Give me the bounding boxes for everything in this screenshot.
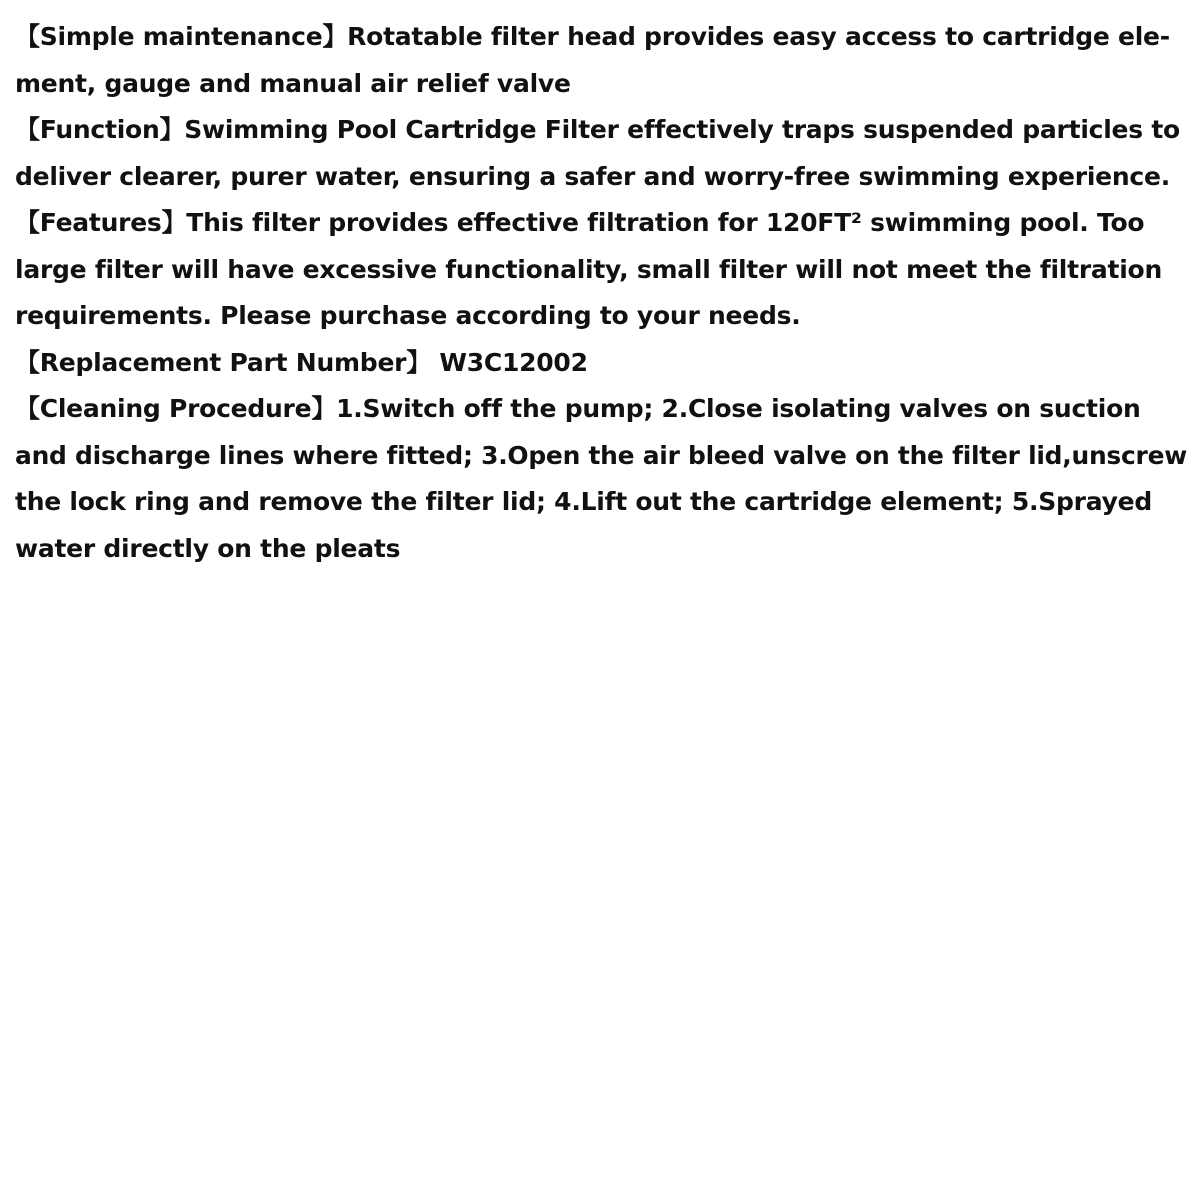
features-line-2: large filter will have excessive functionality, small filter will not meet the filtration <box>15 254 1163 284</box>
cleaning-procedure-line-2: and discharge lines where fitted; 3.Open the air bleed valve on the filter lid,unscrew <box>15 440 1187 470</box>
cleaning-procedure-line-1: 【Cleaning Procedure】1.Switch off the pump; 2.Close isolating valves on suction <box>15 394 1141 423</box>
features-line-3: requirements. Please purchase according to your needs. <box>15 301 801 330</box>
simple-maintenance-line-2: ment, gauge and manual air relief valve <box>15 68 571 98</box>
replacement-part-number-line: 【Replacement Part Number】 W3C12002 <box>15 347 588 377</box>
product-description <box>15 14 1187 572</box>
features-line-1: 【Features】This filter provides effective filtration for 120FT² swimming pool. Too <box>15 208 1145 237</box>
cleaning-procedure-line-3: the lock ring and remove the filter lid; 4.Lift out the cartridge element; 5.Sprayed <box>15 487 1153 516</box>
simple-maintenance-line-1: 【Simple maintenance】Rotatable filter head provides easy access to cartridge ele- <box>15 22 1170 51</box>
cleaning-procedure-line-4: water directly on the pleats <box>15 533 401 563</box>
function-line-1: 【Function】Swimming Pool Cartridge Filter effectively traps suspended particles to <box>15 115 1180 144</box>
function-line-2: deliver clearer, purer water, ensuring a safer and worry-free swimming experience. <box>15 161 1170 191</box>
